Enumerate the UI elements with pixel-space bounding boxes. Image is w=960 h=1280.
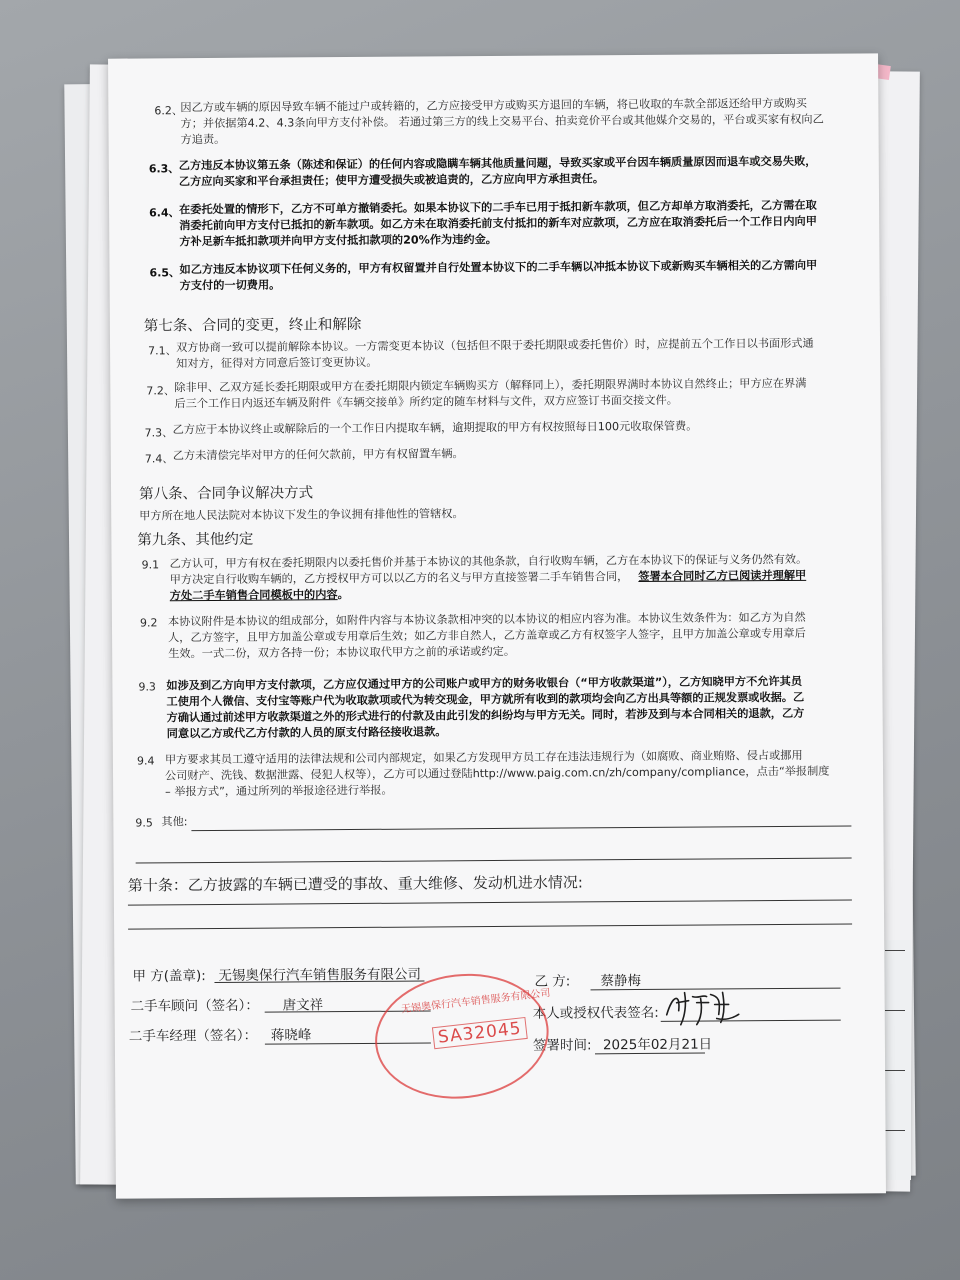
seal-text: 无锡奥保行汽车销售服务有限公司 [400,987,551,1016]
clause-9-4-line: 公司财产、洗钱、数据泄露、侵犯人权等），乙方可以通过登陆http://www.paig.com.cn/zh/company/compliance，点击“举报制度 [164,764,830,783]
party-a-label: 甲 方(盖章): [132,968,206,985]
clause-6-3-line: 乙方违反本协议第五条（陈述和保证）的任何内容或隐瞒车辆其他质量问题，导致买家或平台因车辆质量原因而退车或交易失败， [178,154,817,173]
article-7-heading: 第七条、合同的变更，终止和解除 [143,316,362,335]
clause-7-2-line: 除非甲、乙双方延长委托期限或甲方在委托期限内锁定车辆购买方（解释同上），委托期限界满时本协议自然终止；甲方应在界满 [174,376,807,395]
clause-9-4-line: – 举报方式”，通过所列的举报途径进行举报。 [165,783,393,799]
seal-code: SA32045 [432,1017,528,1049]
article-9-heading: 第九条、其他约定 [137,531,254,549]
date-label: 签署时间: [532,1037,592,1054]
clause-9-5-label: 其他: [161,815,188,829]
clause-6-3-line: 乙方应向买家和平台承担责任；使甲方遭受损失或被追责的，乙方应向甲方承担责任。 [178,172,605,189]
clause-number: 9.2 [139,616,158,630]
manager-label: 二手车经理（签名）： [128,1027,258,1045]
clause-number: 9.3 [138,680,156,694]
article-10-heading: 第十条：乙方披露的车辆已遭受的事故、重大维修、发动机进水情况: [127,873,583,895]
party-a-name: 无锡奥保行汽车销售服务有限公司 [218,966,421,984]
contract-page [108,53,886,1198]
clause-9-2-line: 生效。一式二份，双方各持一份；本协议取代甲方之前的承诺或约定。 [168,644,516,661]
clause-7-1-line: 知对方，征得对方同意后签订变更协议。 [176,355,378,371]
advisor-name: 唐文祥 [282,997,324,1014]
clause-6-4-line: 方补足新车抵扣款项并向甲方支付抵扣款项的20%作为违约金。 [179,232,498,249]
clause-9-2-line: 人，乙方签字，且甲方加盖公章或专用章后生效；如乙方非自然人，乙方盖章或乙方有权签字人签字，且甲方加盖公章或专用章后 [168,626,806,645]
clause-6-2-line: 因乙方或车辆的原因导致车辆不能过户或转籍的，乙方应接受甲方或购买方退回的车辆，将已收取的车款全部返还给甲方或购买 [180,96,807,115]
clause-9-1-emphasis: 签署本合同时乙方已阅读并理解甲 [638,568,807,584]
clause-number: 6.2、 [154,104,183,118]
clause-number: 9.4 [136,754,155,768]
party-b-label: 乙 方: [534,973,571,990]
clause-6-2-line: 方追责。 [180,132,226,147]
signature-line [595,1053,705,1055]
clause-9-1-line [170,587,349,605]
article-8-text: 甲方所在地人民法院对本协议下发生的争议拥有排他性的管辖权。 [139,507,464,523]
clause-9-1-period: 。 [337,588,349,602]
clause-7-1-line: 双方协商一致可以提前解除本协议。一方需变更本协议（包括但不限于委托期限或委托售价）时，应提前五个工作日以书面形式通 [176,336,814,355]
handwritten-signature [663,984,743,1029]
clause-6-5-line: 如乙方违反本协议项下任何义务的，甲方有权留置并自行处置本协议下的二手车辆以冲抵本协议下或新购买车辆相关的乙方需向甲 [179,258,818,277]
clause-9-1-line: 乙方认可，甲方有权在委托期限内以委托售价并基于本协议的其他条款，自行收购车辆，乙方在本协议下的保证与义务仍然有效。 [169,552,808,571]
clause-9-3-line: 如涉及到乙方向甲方支付款项，乙方应仅通过甲方的公司账户或甲方的财务收银台（“甲方收款渠道”），乙方知晓甲方不允许其员 [166,674,803,693]
clause-number: 7.4、 [144,452,174,466]
clause-9-1-line [170,568,807,589]
clause-number: 9.1 [141,558,160,572]
clause-number: 7.2、 [146,384,175,398]
blank-line [128,924,852,930]
advisor-label: 二手车顾问（签名）： [130,997,259,1015]
clause-number: 7.1、 [148,344,177,358]
clause-6-4-line: 在委托处置的情形下，乙方不可单方撤销委托。如果本协议下的二手车已用于抵扣新车款项，但乙方却单方取消委托，乙方需在取 [179,198,817,217]
blank-line [136,858,852,864]
blank-line [191,826,851,832]
blank-line [128,900,852,906]
representative-label: 本人或授权代表签名: [532,1004,659,1022]
clause-7-4-line: 乙方未清偿完毕对甲方的任何欠款前，甲方有权留置车辆。 [172,447,464,463]
clause-9-3-line: 工使用个人微信、支付宝等账户代为收取款项或代为转交现金，甲方就所有收到的款项均会向乙方出具等额的正规发票或收据。乙 [166,690,805,709]
clause-7-3-line: 乙方应于本协议终止或解除后的一个工作日内提取车辆，逾期提取的甲方有权按照每日100元收取保管费。 [172,419,698,437]
clause-number: 6.5、 [149,266,181,280]
clause-number: 6.3、 [148,162,180,176]
clause-9-1-emphasis: 方处二手车销售合同模板中的内容 [169,588,338,603]
clause-number: 6.4、 [149,206,180,220]
clause-6-2-line: 方；并依据第4.2、4.3条向甲方支付补偿。 若通过第三方的线上交易平台、拍卖竞价平台或其他媒介交易的，平台或买家有权向乙 [180,112,824,131]
clause-6-4-line: 消委托前向甲方支付已抵扣的新车款项。如乙方未在取消委托前支付抵扣的新车对应款项，乙方应在取消委托后一个工作日内向甲 [179,214,817,233]
clause-9-3-line: 同意以乙方或代乙方付款的人员的原支付路径接收退款。 [166,725,447,741]
date-value: 2025年02月21日 [602,1036,713,1054]
clause-9-4-line: 甲方要求其员工遵守适用的法律法规和公司内部规定，如果乙方发现甲方员工存在违法违规行为（如腐败、商业贿赂、侵占或挪用 [164,748,803,767]
party-b-name: 蔡静梅 [600,973,642,990]
clause-number: 9.5 [135,816,153,830]
clause-number: 7.3、 [144,426,174,440]
clause-9-1-text: 甲方决定自行收购车辆的，乙方授权甲方可以以乙方的名义与甲方直接签署二手车销售合同， [169,570,629,587]
clause-6-5-line: 方支付的一切费用。 [179,278,281,293]
clause-9-2-line: 本协议附件是本协议的组成部分，如附件内容与本协议条款相冲突的以本协议的相应内容为准。本协议生效条件为：如乙方为自然 [167,610,806,629]
article-8-heading: 第八条、合同争议解决方式 [139,485,314,503]
clause-9-3-line: 方确认通过前述甲方收款渠道之外的形式进行的付款及由此引发的纠纷均与甲方无关。同时，若涉及到与本合同相关的退款，乙方 [166,706,805,725]
manager-name: 蒋晓峰 [270,1027,312,1044]
clause-7-2-line: 后三个工作日内返还车辆及附件《车辆交接单》所约定的随车材料与文件，双方应签订书面交接文件。 [174,393,678,411]
